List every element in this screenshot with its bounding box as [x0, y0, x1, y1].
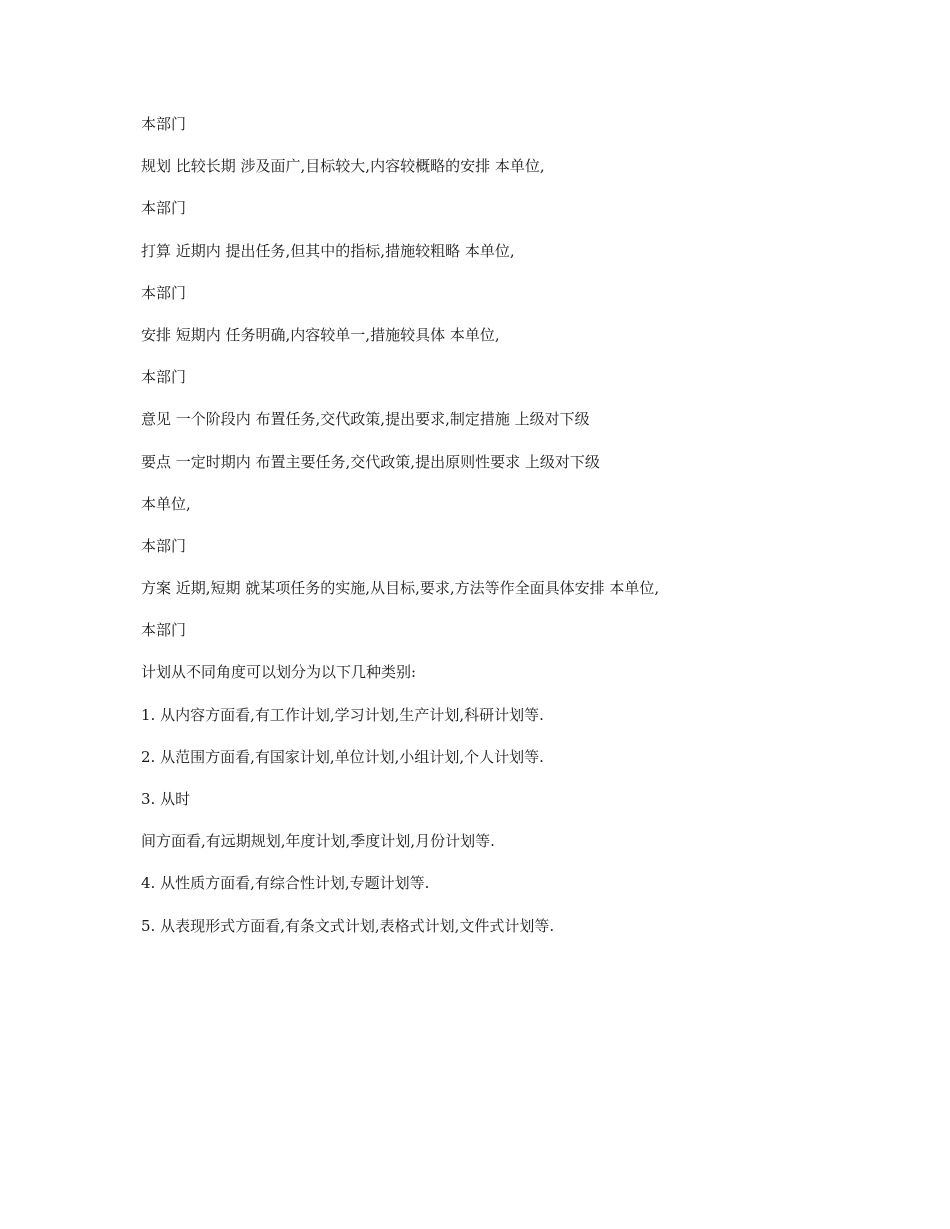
list-item: 1. 从内容方面看,有工作计划,学习计划,生产计划,科研计划等. — [141, 705, 544, 724]
text-line: 安排 短期内 任务明确,内容较单一,措施较具体 本单位, — [141, 325, 500, 344]
list-item: 2. 从范围方面看,有国家计划,单位计划,小组计划,个人计划等. — [141, 747, 544, 766]
text-line: 要点 一定时期内 布置主要任务,交代政策,提出原则性要求 上级对下级 — [141, 452, 600, 471]
list-item: 3. 从时 — [141, 790, 191, 808]
text-line: 本部门 — [141, 199, 187, 218]
list-item: 5. 从表现形式方面看,有条文式计划,表格式计划,文件式计划等. — [141, 916, 555, 935]
document-body — [141, 112, 861, 956]
text-line: 本部门 — [141, 115, 187, 133]
text-line: 规划 比较长期 涉及面广,目标较大,内容较概略的安排 本单位, — [141, 157, 545, 176]
text-line: 本部门 — [141, 536, 187, 555]
text-line: 方案 近期,短期 就某项任务的实施,从目标,要求,方法等作全面具体安排 本单位, — [141, 579, 660, 598]
section-heading: 计划从不同角度可以划分为以下几种类别: — [141, 663, 417, 682]
text-line: 意见 一个阶段内 布置任务,交代政策,提出要求,制定措施 上级对下级 — [141, 410, 590, 429]
text-line: 本部门 — [141, 368, 187, 387]
text-line: 本部门 — [141, 283, 187, 302]
text-line: 本部门 — [141, 621, 187, 640]
list-item-continuation: 间方面看,有远期规划,年度计划,季度计划,月份计划等. — [141, 832, 495, 851]
text-line: 打算 近期内 提出任务,但其中的指标,措施较粗略 本单位, — [141, 241, 515, 260]
list-item: 4. 从性质方面看,有综合性计划,专题计划等. — [141, 874, 430, 893]
text-line: 本单位, — [141, 494, 191, 513]
